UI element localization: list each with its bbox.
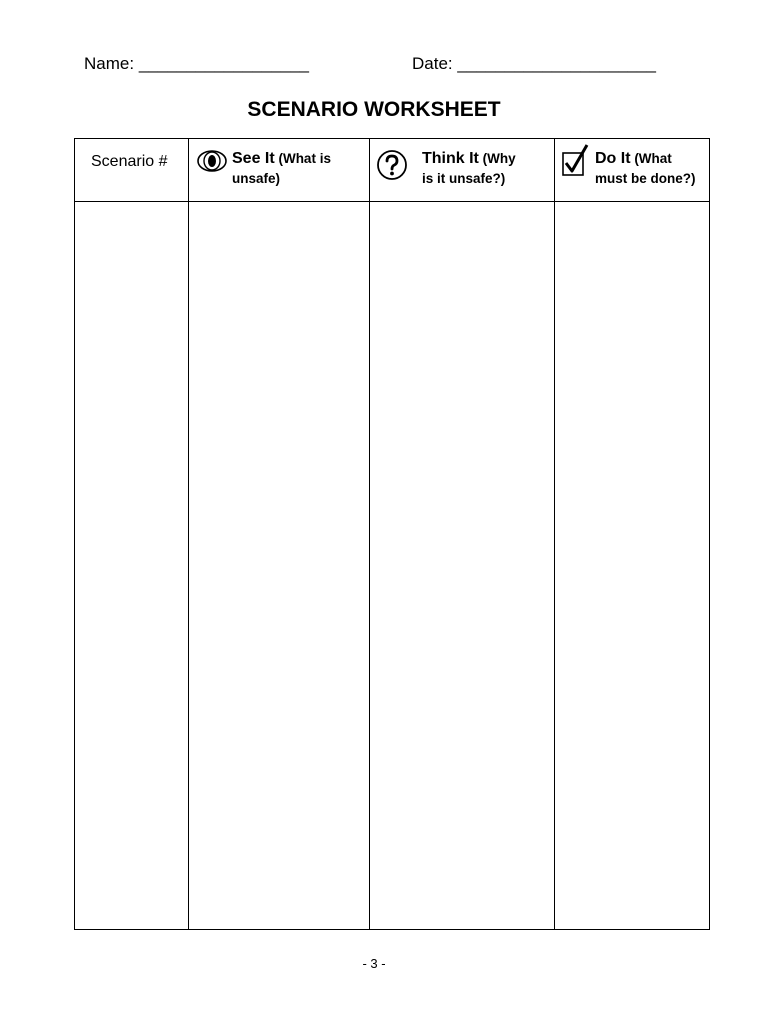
header-think-it — [376, 139, 554, 201]
column-divider — [188, 139, 189, 929]
date-blank[interactable]: _____________________ — [457, 54, 656, 73]
see-it-label: See It — [232, 150, 275, 167]
name-field[interactable] — [84, 54, 309, 74]
do-it-label: Do It — [595, 150, 631, 167]
name-blank[interactable]: __________________ — [138, 54, 309, 73]
name-label: Name: — [84, 54, 135, 73]
think-it-detail-b: is it unsafe?) — [422, 171, 506, 186]
worksheet-table — [74, 138, 710, 930]
header-divider — [75, 201, 709, 202]
think-it-label: Think It — [422, 150, 479, 167]
do-it-detail-a: (What — [634, 151, 672, 166]
header-scenario: Scenario # — [91, 153, 168, 170]
see-it-detail-a: (What is — [278, 151, 331, 166]
header-do-it — [561, 139, 711, 201]
column-divider — [369, 139, 370, 929]
checkmark-icon — [561, 143, 591, 179]
date-label: Date: — [412, 54, 453, 73]
column-divider — [554, 139, 555, 929]
eye-icon — [196, 149, 228, 173]
page-number: - 3 - — [362, 956, 386, 971]
page-title: SCENARIO WORKSHEET — [247, 98, 501, 121]
do-it-detail-b: must be done?) — [595, 171, 696, 186]
date-field[interactable] — [412, 54, 656, 74]
see-it-detail-b: unsafe) — [232, 171, 281, 186]
header-see-it — [196, 139, 368, 201]
question-icon — [376, 149, 408, 181]
think-it-detail-a: (Why — [482, 151, 516, 166]
